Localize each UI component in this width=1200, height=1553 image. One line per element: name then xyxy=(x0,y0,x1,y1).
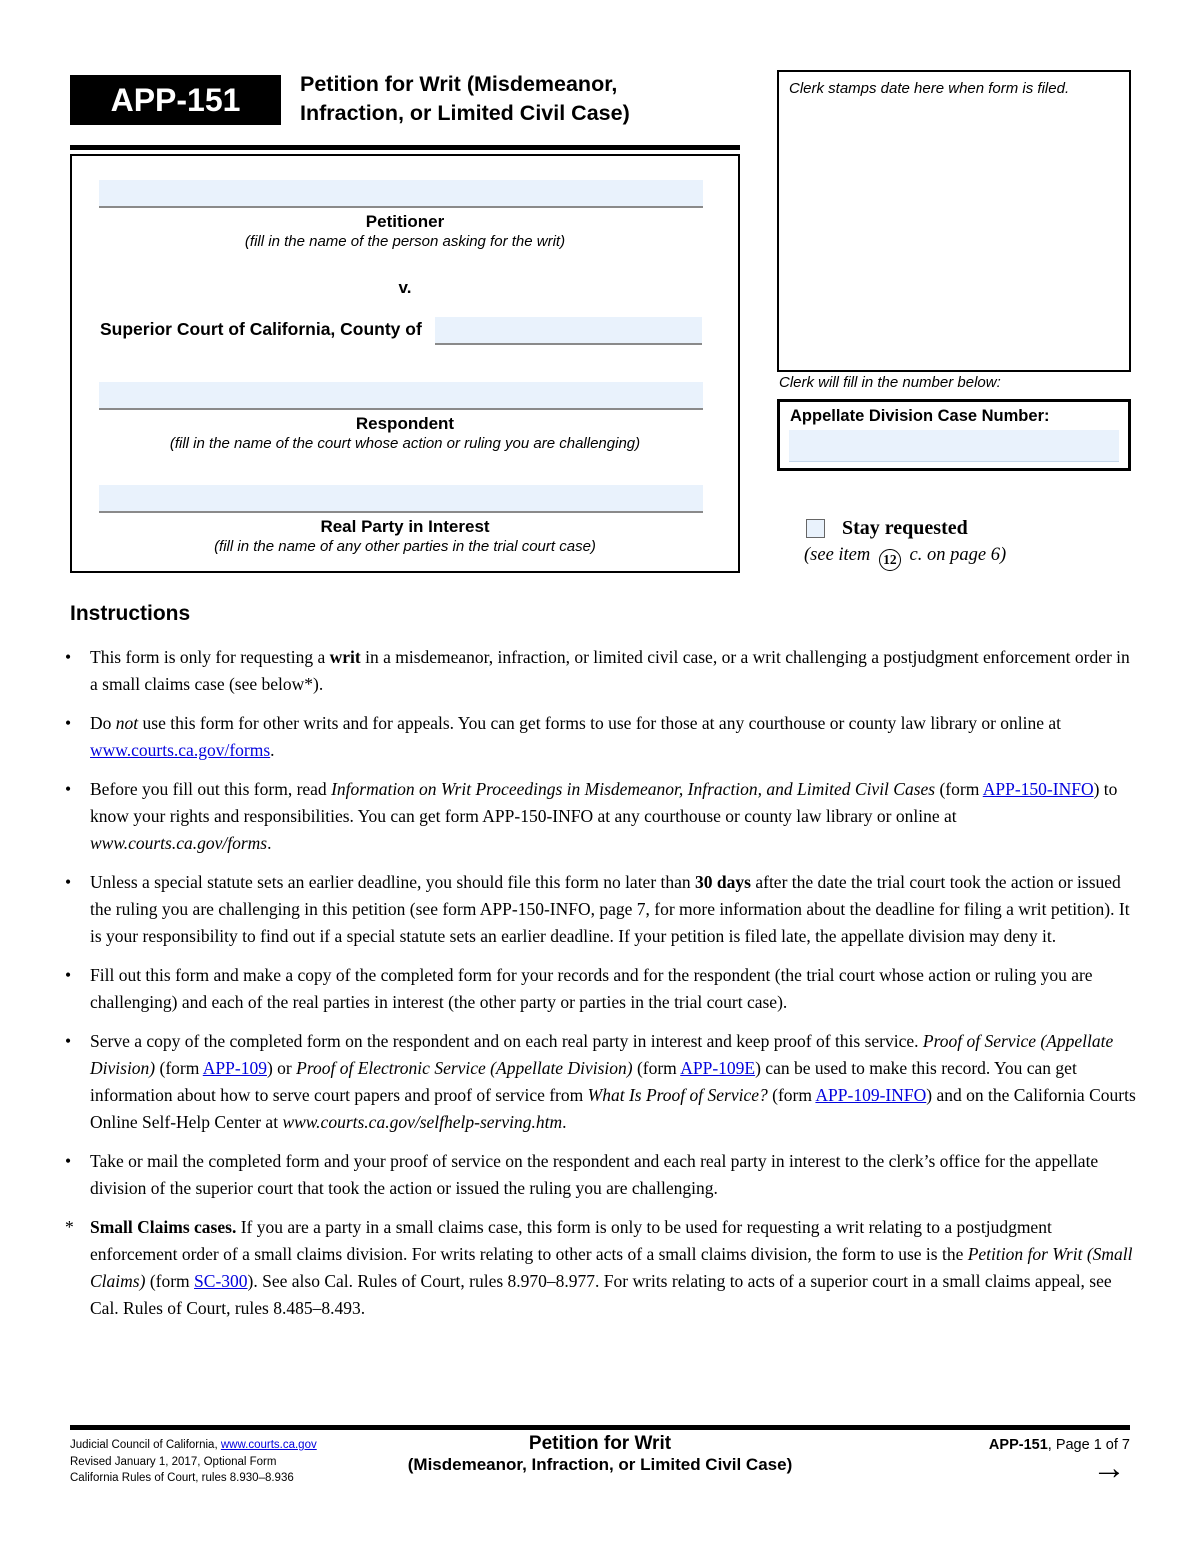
clerk-stamp-box xyxy=(777,70,1131,372)
instruction-item xyxy=(65,776,1137,857)
clerk-number-note: Clerk will fill in the number below: xyxy=(779,374,1001,391)
instruction-list xyxy=(65,644,1137,1334)
text-run: (form xyxy=(935,779,983,799)
instruction-item xyxy=(65,644,1137,698)
petitioner-field[interactable] xyxy=(99,180,703,208)
stay-requested-checkbox[interactable] xyxy=(806,519,825,538)
form-title-line2: Infraction, or Limited Civil Case) xyxy=(300,101,630,125)
text-run: This form is only for requesting a xyxy=(90,647,330,667)
text-run: writ xyxy=(329,647,361,667)
instruction-text xyxy=(90,710,1137,764)
text-run: after the date the trial court took the action or issued the ruling you are challenging in this petition (see form APP-150-INFO, page 7, for more information about the deadline for filing a writ petition). It is your responsibility to find out if a special statute sets an earlier deadline. If your petition is filed late, the appellate division may deny it. xyxy=(90,872,1130,946)
instruction-text xyxy=(90,1214,1137,1322)
text-run: (form xyxy=(632,1058,681,1078)
text-run: ) can be used to make this record. You can get information about how to serve court papers and proof of service from xyxy=(90,1058,1077,1105)
link-app-109[interactable]: APP-109 xyxy=(202,1058,267,1078)
county-label: Superior Court of California, County of xyxy=(100,319,422,339)
next-page-arrow-icon: → xyxy=(1092,1449,1126,1487)
instruction-item xyxy=(65,962,1137,1016)
instruction-text xyxy=(90,1028,1137,1136)
bullet-marker: • xyxy=(65,1031,72,1051)
header-rule xyxy=(70,145,740,150)
bullet-marker: • xyxy=(65,965,72,985)
stay-note-suffix: c. on page 6) xyxy=(909,545,1007,565)
text-run: Small Claims cases. xyxy=(90,1217,237,1237)
text-run: in a misdemeanor, infraction, or limited civil case, or a writ challenging a postjudgment enforcement order in a small claims case (see below*). xyxy=(90,647,1130,694)
clerk-stamp-note: Clerk stamps date here when form is filed. xyxy=(789,80,1070,97)
text-run: Before you fill out this form, read xyxy=(90,779,332,799)
text-run: ) to know your rights and responsibilities. You can get form APP-150-INFO at any courthouse or county law library or online at xyxy=(90,779,1118,826)
text-run: ) and on the California Courts Online Self-Help Center at xyxy=(90,1085,1136,1132)
text-run: Proof of Electronic Service (Appellate Division) xyxy=(296,1058,633,1078)
text-run: Information on Writ Proceedings in Misdemeanor, Infraction, and Limited Civil Cases xyxy=(331,779,936,799)
instruction-text xyxy=(90,776,1137,857)
party-caption-box xyxy=(70,154,740,573)
real-party-label: Real Party in Interest xyxy=(320,517,490,536)
petitioner-hint: (fill in the name of the person asking for the writ) xyxy=(244,233,566,250)
versus-label: v. xyxy=(398,278,412,297)
instruction-text xyxy=(90,962,1137,1016)
case-number-label: Appellate Division Case Number: xyxy=(790,407,1050,425)
footer-title-line1: Petition for Writ xyxy=(528,1433,672,1454)
county-field[interactable] xyxy=(435,317,702,345)
instruction-item xyxy=(65,710,1137,764)
text-run: use this form for other writs and for appeals. You can get forms to use for those at any courthouse or county law library or online at xyxy=(138,713,1062,733)
instruction-text xyxy=(90,644,1137,698)
footer-left-line2: Revised January 1, 2017, Optional Form xyxy=(70,1455,277,1468)
text-run: 30 days xyxy=(695,872,751,892)
instruction-text xyxy=(90,1148,1137,1202)
link-app-150-info[interactable]: APP-150-INFO xyxy=(982,779,1094,799)
footer-left-line1-prefix: Judicial Council of California, xyxy=(70,1439,221,1451)
text-run: . xyxy=(270,740,275,760)
footer-page-number: , Page 1 of 7 xyxy=(1047,1437,1130,1453)
text-run: What Is Proof of Service? xyxy=(587,1085,768,1105)
text-run: Take or mail the completed form and your proof of service on the respondent and each real party in interest to the clerk’s office for the appellate division of the superior court that took the action or issued the ruling you are challenging. xyxy=(90,1151,1099,1198)
text-run: Unless a special statute sets an earlier deadline, you should file this form no later than xyxy=(90,872,696,892)
bullet-marker: • xyxy=(65,872,72,892)
footer-form-number: APP-151 xyxy=(988,1437,1048,1453)
text-run: not xyxy=(115,713,139,733)
text-run: Do xyxy=(90,713,116,733)
stay-requested-row xyxy=(806,517,968,540)
footer-left-line3: California Rules of Court, rules 8.930–8.936 xyxy=(70,1472,294,1484)
text-run: . xyxy=(267,833,272,853)
text-run: If you are a party in a small claims case, this form is only to be used for requesting a writ relating to a postjudgment enforcement order of a small claims division. For writs relating to other acts of a small claims division, the form to use is the xyxy=(90,1217,1052,1264)
item-12-circle: 12 xyxy=(879,549,901,571)
text-run: (form xyxy=(145,1271,195,1291)
text-run: www.courts.ca.gov/forms xyxy=(90,833,268,853)
text-run: ). See also Cal. Rules of Court, rules 8.970–8.977. For writs relating to acts of a superior court in a small claims appeal, see Cal. Rules of Court, rules 8.485–8.493. xyxy=(90,1271,1112,1318)
case-number-box xyxy=(777,399,1131,471)
stay-note-prefix: (see item xyxy=(804,545,871,565)
text-run: Fill out this form and make a copy of the completed form for your records and for the respondent (the trial court whose action or ruling you are challenging) and each of the real parties in interest (the other party or parties in the trial court case). xyxy=(90,965,1093,1012)
instruction-item xyxy=(65,869,1137,950)
text-run: Proof of Service (Appellate Division) xyxy=(90,1031,1114,1078)
stay-requested-label: Stay requested xyxy=(842,517,968,539)
link-www-courts-ca-gov[interactable]: www.courts.ca.gov xyxy=(220,1439,317,1451)
respondent-field[interactable] xyxy=(99,382,703,410)
respondent-label: Respondent xyxy=(355,414,455,433)
link-sc-300[interactable]: SC-300 xyxy=(194,1271,248,1291)
bullet-marker: • xyxy=(65,779,72,799)
footer-title-line2: (Misdemeanor, Infraction, or Limited Civil Case) xyxy=(407,1455,793,1474)
text-run: (form xyxy=(155,1058,203,1078)
instructions-heading: Instructions xyxy=(70,602,191,625)
link-www-courts-ca-gov-forms[interactable]: www.courts.ca.gov/forms xyxy=(90,740,271,760)
bullet-marker: • xyxy=(65,1151,72,1171)
link-app-109e[interactable]: APP-109E xyxy=(680,1058,756,1078)
text-run: ) or xyxy=(266,1058,297,1078)
text-run: www.courts.ca.gov/selfhelp-serving.htm xyxy=(282,1112,563,1132)
petitioner-label: Petitioner xyxy=(365,212,445,231)
bullet-marker: * xyxy=(65,1217,74,1237)
footer-rule xyxy=(70,1425,1130,1430)
form-number: APP-151 xyxy=(110,81,241,118)
text-run: (form xyxy=(767,1085,816,1105)
text-run: Serve a copy of the completed form on the respondent and on each real party in interest and keep proof of this service. xyxy=(90,1031,923,1051)
footer-page-info xyxy=(988,1437,1130,1487)
form-title-line1: Petition for Writ (Misdemeanor, xyxy=(300,72,618,96)
real-party-hint: (fill in the name of any other parties in the trial court case) xyxy=(214,538,596,555)
instruction-item xyxy=(65,1028,1137,1136)
form-title xyxy=(300,70,760,128)
instruction-item xyxy=(65,1148,1137,1202)
respondent-hint: (fill in the name of the court whose action or ruling you are challenging) xyxy=(169,435,641,452)
case-number-field[interactable] xyxy=(789,430,1119,462)
bullet-marker: • xyxy=(65,713,72,733)
stay-note xyxy=(804,545,1006,571)
text-run: . xyxy=(562,1112,567,1132)
bullet-marker: • xyxy=(65,647,72,667)
instruction-text xyxy=(90,869,1137,950)
link-app-109-info[interactable]: APP-109-INFO xyxy=(815,1085,927,1105)
form-number-badge xyxy=(70,75,281,125)
instruction-item xyxy=(65,1214,1137,1322)
text-run: Petition for Writ (Small Claims) xyxy=(90,1244,1133,1291)
real-party-field[interactable] xyxy=(99,485,703,513)
